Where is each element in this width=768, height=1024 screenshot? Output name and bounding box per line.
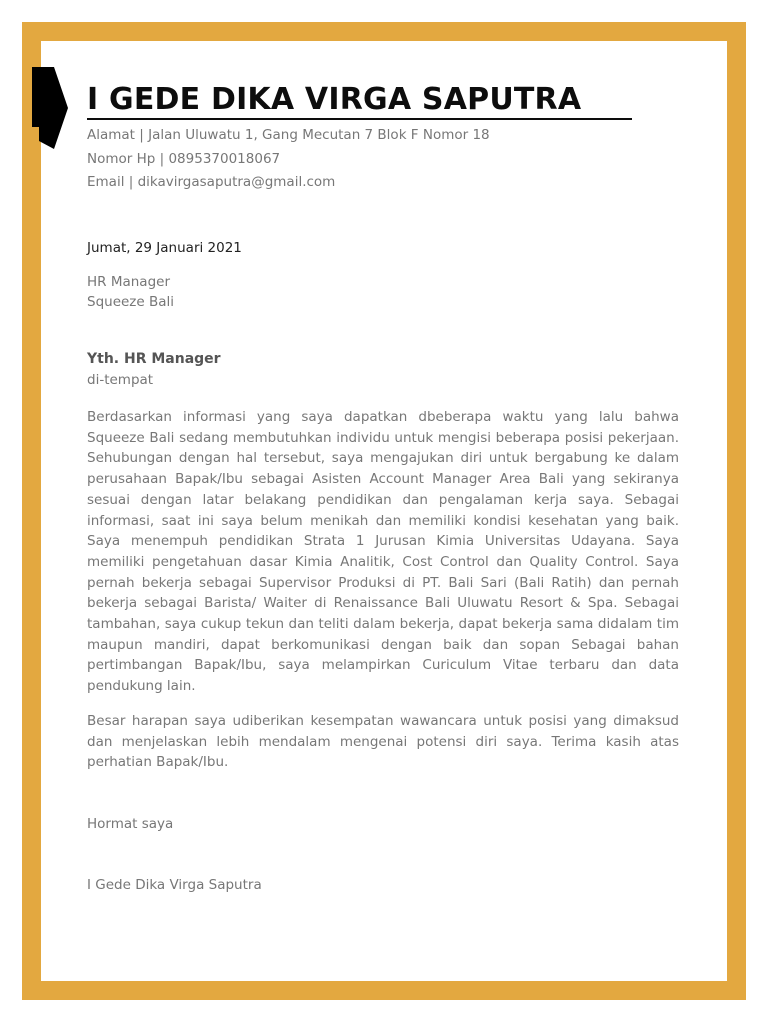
phone-line: Nomor Hp | 0895370018067: [87, 150, 281, 167]
recipient-company: Squeeze Bali: [87, 294, 175, 310]
signature-name: I Gede Dika Virga Saputra: [87, 877, 262, 893]
contact-block: [87, 124, 490, 195]
closing-phrase: Hormat saya: [87, 816, 174, 832]
salutation-location: di-tempat: [87, 372, 154, 388]
body-paragraph-1: Berdasarkan informasi yang saya dapatkan dbeberapa waktu yang lalu bahwa Squeeze Bali sedang membutuhkan individu untuk mengisi beberapa posisi pekerjaan. Sehubungan dengan hal tersebut, saya mengajukan diri untuk bergabung ke dalam perusahaan Bapak/Ibu sebagai Asisten Account Manager Area Bali yang sekiranya sesuai dengan latar belakang pendidikan dan pengalaman kerja saya. Sebagai informasi, saat ini saya belum menikah dan memiliki kondisi kesehatan yang baik. Saya menempuh pendidikan Strata 1 Jurusan Kimia Universitas Udayana. Saya memiliki pengetahuan dasar Kimia Analitik, Cost Control dan Quality Control. Saya pernah bekerja sebagai Supervisor Produksi di PT. Bali Sari (Bali Ratih) dan pernah bekerja sebagai Barista/ Waiter di Renaissance Bali Uluwatu Resort & Spa. Sebagai tambahan, saya cukup tekun dan teliti dalam bekerja, dapat bekerja sama didalam tim maupun mandiri, dapat berkomunikasi dengan baik dan sopan Sebagai bahan pertimbangan Bapak/Ibu, saya melampirkan Curiculum Vitae terbaru dan data pendukung lain.: [87, 409, 679, 695]
recipient-title: HR Manager: [87, 274, 170, 290]
letter-date: Jumat, 29 Januari 2021: [87, 240, 242, 256]
header-arrow-marker: [32, 67, 68, 149]
body-paragraph-2: Besar harapan saya udiberikan kesempatan wawancara untuk posisi yang dimaksud dan menjelaskan lebih mendalam mengenai potensi diri saya. Terima kasih atas perhatian Bapak/Ibu.: [87, 713, 679, 771]
email-line: Email | dikavirgasaputra@gmail.com: [87, 174, 336, 190]
name-underline: [87, 118, 632, 120]
applicant-name: I GEDE DIKA VIRGA SAPUTRA: [87, 82, 582, 117]
address-line: Alamat | Jalan Uluwatu 1, Gang Mecutan 7 Blok F Nomor 18: [87, 127, 490, 143]
recipient-block: [87, 272, 174, 312]
salutation: Yth. HR Manager: [87, 351, 221, 367]
